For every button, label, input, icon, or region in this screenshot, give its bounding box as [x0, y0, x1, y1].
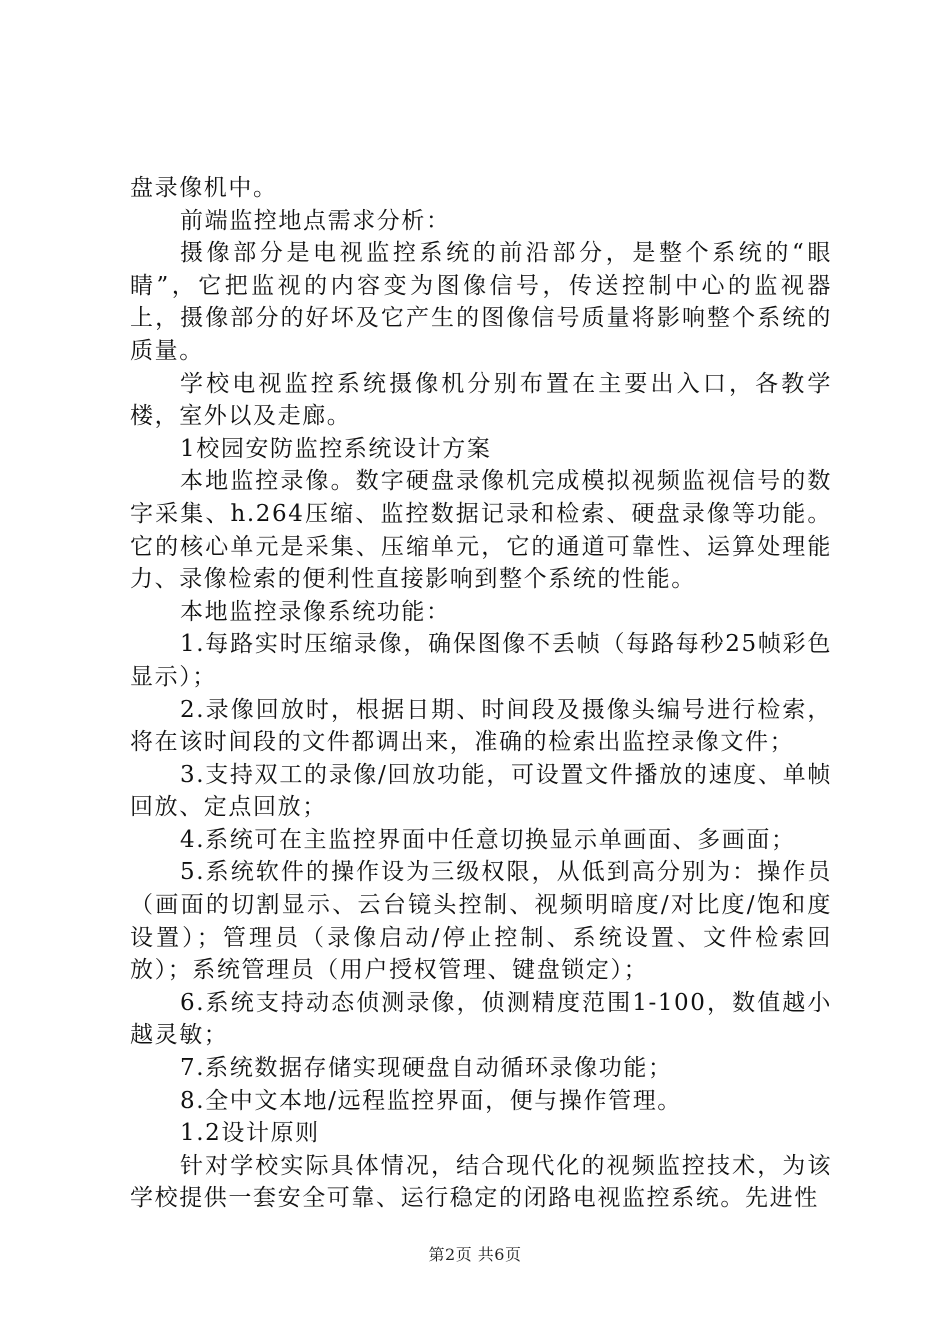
section-heading: 1.2设计原则	[180, 1120, 320, 1147]
page-footer: 第2页 共6页	[428, 1245, 522, 1264]
list-item: 5.系统软件的操作设为三级权限，从低到高分别为：操作员（画面的切割显示、云台镜头控制、视频明暗度/对比度/饱和度设置）；管理员（录像启动/停止控制、系统设置、文件检索回放）；系统管理员（用户授权管理、键盘锁定）；	[130, 859, 832, 984]
paragraph: 前端监控地点需求分析：	[180, 207, 451, 234]
paragraph: 摄像部分是电视监控系统的前沿部分，是整个系统的“眼睛”，它把监视的内容变为图像信号，传送控制中心的监视器上，摄像部分的好坏及它产生的图像信号质量将影响整个系统的质量。	[130, 240, 832, 364]
list-item: 8.全中文本地/远程监控界面，便与操作管理。	[180, 1087, 682, 1114]
document-body	[130, 172, 832, 1215]
list-item: 4.系统可在主监控界面中任意切换显示单画面、多画面；	[180, 826, 796, 853]
paragraph: 针对学校实际具体情况，结合现代化的视频监控技术，为该学校提供一套安全可靠、运行稳定的闭路电视监控系统。先进性	[130, 1152, 832, 1212]
paragraph: 本地监控录像。数字硬盘录像机完成模拟视频监视信号的数字采集、h.264压缩、监控数据记录和检索、硬盘录像等功能。它的核心单元是采集、压缩单元，它的通道可靠性、运算处理能力、录像检索的便利性直接影响到整个系统的性能。	[130, 468, 832, 593]
section-heading: 1校园安防监控系统设计方案	[180, 435, 492, 462]
list-item: 6.系统支持动态侦测录像，侦测精度范围1-100，数值越小越灵敏；	[130, 989, 832, 1049]
list-item: 7.系统数据存储实现硬盘自动循环录像功能；	[180, 1055, 673, 1082]
list-item: 2.录像回放时，根据日期、时间段及摄像头编号进行检索，将在该时间段的文件都调出来，准确的检索出监控录像文件；	[130, 696, 832, 756]
paragraph: 盘录像机中。	[130, 175, 278, 201]
list-item: 3.支持双工的录像/回放功能，可设置文件播放的速度、单帧回放、定点回放；	[130, 761, 832, 821]
paragraph: 学校电视监控系统摄像机分别布置在主要出入口，各教学楼，室外以及走廊。	[130, 370, 832, 430]
paragraph: 本地监控录像系统功能：	[180, 598, 451, 625]
list-item: 1.每路实时压缩录像，确保图像不丢帧（每路每秒25帧彩色显示）；	[130, 631, 832, 690]
